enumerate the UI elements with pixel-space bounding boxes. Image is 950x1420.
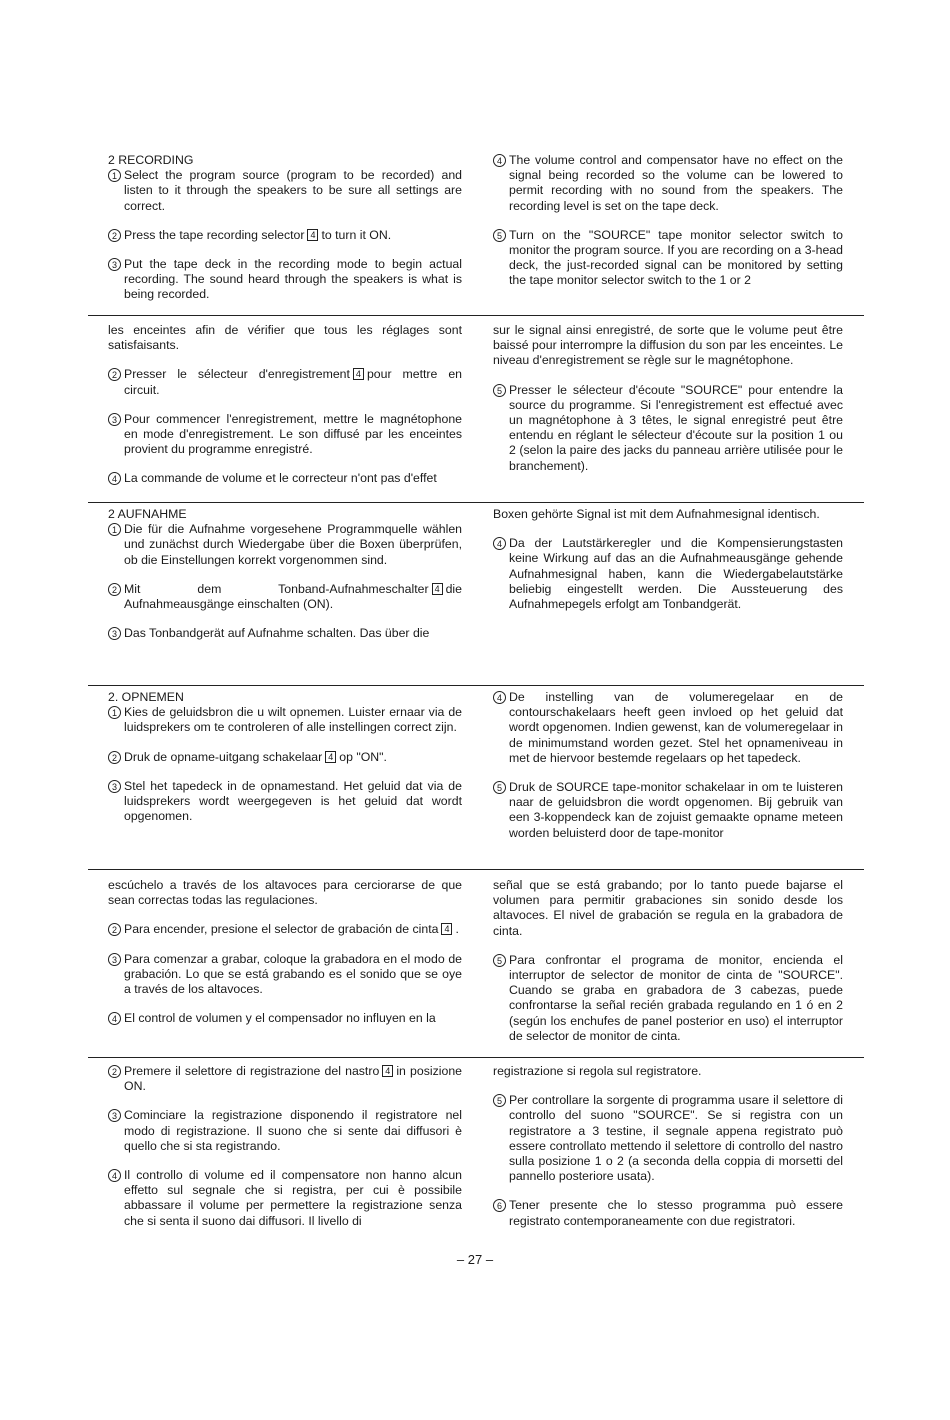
step-number: 2 [108,751,121,764]
german-step-3-continuation: Boxen gehörte Signal ist mit dem Aufnahmesignal identisch. [493,507,820,521]
selector-box: 4 [441,923,452,935]
dutch-step-4: 4 De instelling van de volumeregelaar en de contourschakelaars heeft geen invloed op het geluid dat wordt opgenomen. Indien gewenst, kan de volumeregelaar in de minimumstand worden gezet. Stel het opnameniveau in met de hiervoor bestemde regelaars op het tapedeck. [493,690,843,766]
english-step-2: 2 Press the tape recording selector 4 to turn it ON. [108,228,462,243]
spanish-left-column [108,878,462,1040]
english-heading: 2 RECORDING [108,153,194,167]
step-number: 2 [108,368,121,381]
french-left-column [108,323,462,501]
selector-box: 4 [353,368,364,380]
french-continuation: les enceintes afin de vérifier que tous les réglages sont satisfaisants. [108,323,462,353]
divider [88,1057,864,1058]
step-number: 3 [108,258,121,271]
french-step-4-continuation: sur le signal ainsi enregistré, de sorte que le volume peut être baissé pour interrompre la diffusion du son par les enceintes. Le niveau d'enregistrement se règle sur le magnétophone. [493,323,843,368]
german-heading: 2 AUFNAHME [108,507,187,521]
dutch-step-1: 1 Kies de geluidsbron die u wilt opnemen. Luister ernaar via de luidsprekers om te controleren of alle instellingen correct zijn. [108,705,462,735]
french-step-2: 2 Presser le sélecteur d'enregistrement 4 pour mettre en circuit. [108,367,462,397]
french-right-column [493,323,843,488]
german-step-1: 1 Die für die Aufnahme vorgesehene Programmquelle wählen und zunächst durch Wiedergabe über die Boxen überprüfen, ob die Einstellungen korrekt vorgenommen sind. [108,522,462,568]
step-number: 4 [108,1012,121,1025]
italian-step-5: 5 Per controllare la sorgente di programma usare il selettore di controllo del suono "SOURCE". Se si registra con un registratore a 3 testine, il segnale appena registrato può essere controllato mettendo il selettore di controllo del nastro sulla posizione 1 o 2 (a seconda della coppia di morsetti del pannello posteriore usata). [493,1093,843,1184]
italian-step-4-continuation: registrazione si regola sul registratore. [493,1064,702,1078]
step-number: 3 [108,413,121,426]
english-step-4: 4 The volume control and compensator have no effect on the signal being recorded so the volume can be lowered to permit recording with no sound from the speakers. The recording level is set on the tape deck. [493,153,843,214]
selector-box: 4 [325,751,336,763]
english-step-5: 5 Turn on the "SOURCE" tape monitor selector switch to monitor the program source. If you are recording on a 3-head deck, the just-recorded signal can be monitored by setting the tape monitor selector switch to the 1 or 2 [493,228,843,289]
dutch-right-column [493,690,843,855]
french-step-4: 4 La commande de volume et le correcteur n'ont pas d'effet [108,471,462,486]
step-number: 3 [108,953,121,966]
spanish-step-4-continuation: señal que se está grabando; por lo tanto puede bajarse el volumen para permitir grabaciones sin sonido desde los altavoces. El nivel de grabación se regula en la grabadora de cinta. [493,878,843,938]
dutch-step-3: 3 Stel het tapedeck in de opnamestand. Het geluid dat via de luidsprekers wordt weergegeven is het geluid dat wordt opgenomen. [108,779,462,825]
spanish-step-3: 3 Para comenzar a grabar, coloque la grabadora en el modo de grabación. Lo que se está grabando es el sonido que se oye a través de los altavoces. [108,952,462,998]
selector-box: 4 [382,1065,393,1077]
step-number: 5 [493,384,506,397]
step-number: 1 [108,706,121,719]
divider [88,315,864,316]
step-number: 5 [493,954,506,967]
step-number: 5 [493,1094,506,1107]
french-step-5: 5 Presser le sélecteur d'écoute "SOURCE" pour entendre la source du programme. Si l'enregistrement est effectué avec un magnétophone à 3 têtes, le signal enregistré peut être entendu en réglant le sélecteur d'écoute sur la position 1 ou 2 (selon la paire des jacks du panneau arrière utilisée pour le branchement). [493,383,843,474]
spanish-step-2: 2 Para encender, presione el selector de grabación de cinta 4 . [108,922,462,937]
step-number: 4 [108,1169,121,1182]
step-number: 5 [493,781,506,794]
step-number: 5 [493,229,506,242]
spanish-right-column [493,878,843,1058]
divider [88,502,864,503]
step-number: 2 [108,923,121,936]
italian-step-3: 3 Cominciare la registrazione disponendo il registratore nel modo di registrazione. Il suono che si sente dai diffusori è quello che si sta registrando. [108,1108,462,1154]
step-number: 6 [493,1199,506,1212]
divider [88,869,864,870]
french-step-3: 3 Pour commencer l'enregistrement, mettre le magnétophone en mode d'enregistrement. Le son diffusé par les enceintes provient du programme enregistré. [108,412,462,458]
selector-box: 4 [432,583,443,595]
german-step-4: 4 Da der Lautstärkeregler und die Kompensierungstasten keine Wirkung auf das an die Aufnahmeausgänge gehende Aufnahmesignal haben, kann die Wiedergabelautstärke beliebig eingestellt werden. Die Aussteuerung des Aufnahmepegels erfolgt am Tonbandgerät. [493,536,843,612]
dutch-left-column [108,690,462,838]
step-number: 3 [108,1109,121,1122]
italian-left-column [108,1064,462,1243]
spanish-continuation: escúchelo a través de los altavoces para cerciorarse de que sean correctas todas las regulaciones. [108,878,462,908]
italian-step-4: 4 Il controllo di volume ed il compensatore non hanno alcun effetto sul segnale che si registra, per cui è possibile abbassare il volume per permettere la registrazione senza che si senta il suono dai diffusori. Il livello di [108,1168,462,1229]
step-number: 2 [108,1065,121,1078]
divider [88,685,864,686]
step-number: 4 [493,537,506,550]
spanish-step-5: 5 Para confrontar el programa de monitor, encienda el interruptor de selector de monitor de cinta de "SOURCE". Cuando se graba en grabadora de 3 cabezas, puede confrontarse la señal recién grabada regulando en 1 ó en 2 (según los enchufes de panel posterior en uso) el interruptor de selector de monitor de cinta. [493,953,843,1044]
english-right-column [493,153,843,303]
step-number: 3 [108,780,121,793]
step-number: 3 [108,627,121,640]
spanish-step-4: 4 El control de volumen y el compensador no influyen en la [108,1011,462,1026]
dutch-step-5: 5 Druk de SOURCE tape-monitor schakelaar in om te luisteren naar de geluidsbron die wordt opgenomen. Bij gebruik van een 3-koppendeck kan de zojuist gemaakte opname meteen worden beluisterd door de tape-monitor [493,780,843,841]
step-number: 2 [108,583,121,596]
step-number: 4 [493,154,506,167]
german-step-3: 3 Das Tonbandgerät auf Aufnahme schalten. Das über die [108,626,462,641]
german-step-2: 2 Mit dem Tonband-Aufnahmeschalter 4 die Aufnahmeausgänge einschalten (ON). [108,582,462,612]
italian-right-column [493,1064,843,1243]
english-step-3: 3 Put the tape deck in the recording mode to begin actual recording. The sound heard through the speakers is what is being recorded. [108,257,462,303]
step-number: 2 [108,229,121,242]
step-number: 4 [493,691,506,704]
step-number: 1 [108,169,121,182]
italian-step-6: 6 Tener presente che lo stesso programma può essere registrato contemporaneamente con due registratori. [493,1198,843,1228]
german-right-column [493,507,843,626]
dutch-heading: 2. OPNEMEN [108,690,184,704]
dutch-step-2: 2 Druk de opname-uitgang schakelaar 4 op "ON". [108,750,462,765]
english-step-1: 1 Select the program source (program to be recorded) and listen to it through the speakers to be sure all settings are correct. [108,168,462,214]
english-left-column [108,153,462,317]
german-left-column [108,507,462,655]
page-number: – 27 – [456,1252,494,1267]
step-number: 1 [108,523,121,536]
selector-box: 4 [307,229,318,241]
italian-step-2: 2 Premere il selettore di registrazione del nastro 4 in posizione ON. [108,1064,462,1094]
step-number: 4 [108,472,121,485]
